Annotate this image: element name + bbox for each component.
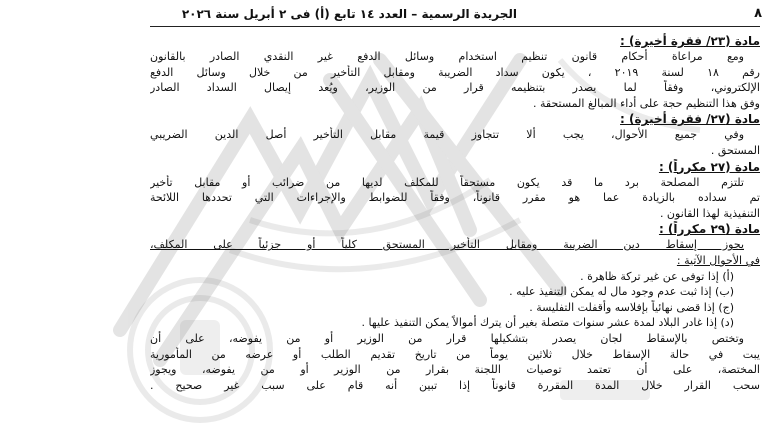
article-29-bis-intro-2: في الأحوال الآتية : — [676, 253, 760, 267]
article-29-bis-closing-1: وتختص بالإسقاط لجان يصدر بتشكيلها قرار من الوزير أو من يفوضه، على أن — [150, 331, 744, 345]
header-divider — [150, 26, 760, 27]
article-27-bis-heading: مادة (٢٧ مكرراً) : — [658, 159, 760, 174]
article-23-line-2: رقم ١٨ لسنة ٢٠١٩ ، يكون سداد الضريبة ومقابل التأخير من خلال وسائل الدفع — [150, 65, 760, 79]
gazette-header-title: الجريدة الرسمية – العدد ١٤ تابع (أ) فى ٢ أبريل سنة ٢٠٢٦ — [181, 7, 517, 21]
article-23-line-4: وفق هذا التنظيم حجة على أداء المبالغ المستحقة . — [532, 96, 760, 110]
article-27-bis-line-3: التنفيذية لهذا القانون . — [659, 206, 760, 220]
article-29-bis-item-c: (ج) إذا قضى نهائياً بإفلاسه وأقفلت التفليسة . — [529, 300, 734, 314]
article-23-line-3: الإلكتروني، وفقاً لما يصدر بتنظيمه قرار من الوزير، ويُعد إيصال السداد الصادر — [150, 81, 760, 95]
page-header — [10, 6, 762, 26]
article-29-bis-item-b: (ب) إذا ثبت عدم وجود مال له يمكن التنفيذ عليه . — [509, 285, 734, 299]
article-29-bis-closing-4: سحب القرار خلال المدة المقررة قانوناً إذا تبين أنه قام على سبب غير صحيح . — [150, 378, 760, 392]
article-29-bis-item-d: (د) إذا غادر البلاد لمدة عشر سنوات متصلة بغير أن يترك أموالاً يمكن التنفيذ عليها . — [361, 316, 734, 330]
document-body — [150, 33, 760, 393]
article-27-bis-line-1: تلتزم المصلحة برد ما قد يكون مستحقاً للمكلف لديها من ضرائب أو مقابل تأخير — [150, 175, 744, 189]
article-29-bis-closing-2: يبت في حالة الإسقاط خلال ثلاثين يوماً من تاريخ تقديم الطلب أو عرضه من المأمورية — [150, 347, 760, 361]
article-27-bis-line-2: تم سداده بالزيادة عما هو مقرر قانوناً، وفقاً للضوابط والإجراءات التي تحددها اللائحة — [150, 191, 760, 205]
article-29-bis-intro-1: يجوز إسقاط دين الضريبة ومقابل التأخير المستحق كلياً أو جزئياً على المكلف، — [150, 238, 744, 252]
article-27-line-2: المستحق . — [710, 143, 760, 157]
page-number: ٨ — [754, 6, 762, 21]
article-23-line-1: ومع مراعاة أحكام قانون تنظيم استخدام وسائل الدفع غير النقدي الصادر بالقانون — [150, 50, 744, 63]
article-27-line-1: وفي جميع الأحوال، يجب ألا تتجاوز قيمة مقابل التأخير أصل الدين الضريبي — [150, 128, 744, 142]
article-23-heading: مادة (٢٣/ فقرة أخيرة) : — [620, 34, 760, 48]
article-27-heading: مادة (٢٧/ فقرة أخيرة) : — [620, 112, 760, 127]
article-29-bis-closing-3: المختصة، على أن تعتمد توصيات اللجنة بقرار من الوزير أو من يفوضه، ويجوز — [150, 363, 760, 377]
article-29-bis-item-a: (أ) إذا توفى عن غير تركة ظاهرة . — [580, 269, 734, 283]
article-29-bis-heading: مادة (٢٩ مكرراً) : — [658, 222, 760, 237]
